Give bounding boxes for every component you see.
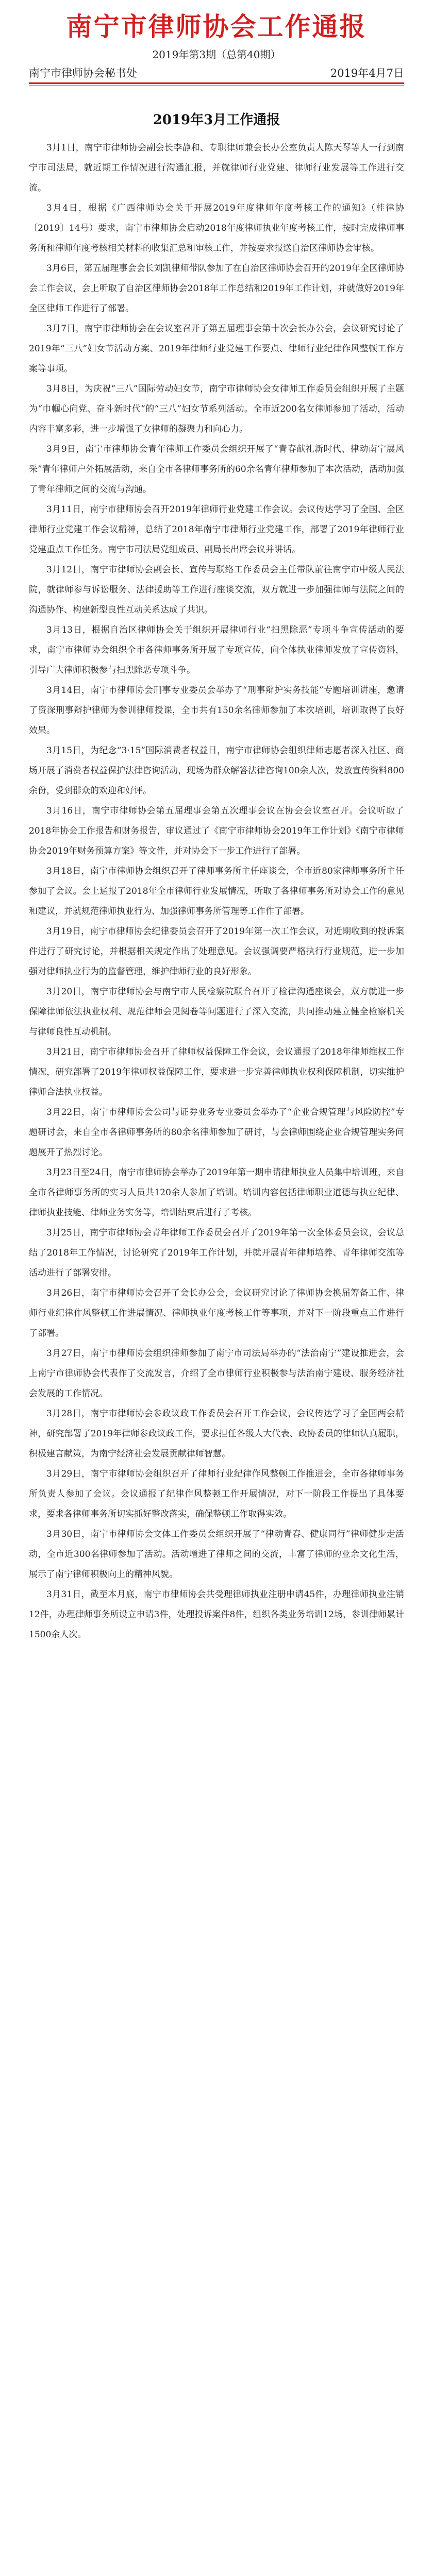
body-paragraph: 3月25日，南宁市律师协会青年律师工作委员会召开了2019年第一次全体委员会议，会议总结了2018年工作情况，讨论研究了2019年工作计划，并就开展青年律师培养、青年律师交流等活动进行了部署安排。 (29, 1228, 404, 1278)
body-paragraph: 3月1日，南宁市律师协会副会长李静和、专职律师兼会长办公室负责人陈天琴等人一行到南宁市司法局，就近期工作情况进行沟通汇报，并就律师行业党建、律师行业发展等工作进行交流。 (29, 143, 404, 193)
body-paragraph: 3月16日，南宁市律师协会第五届理事会第五次理事会议在协会会议室召开。会议听取了2018年协会工作报告和财务报告，审议通过了《南宁市律师协会2019年工作计划》《南宁市律师协会2019年财务预算方案》等文件，并对协会下一步工作进行了部署。 (29, 806, 404, 856)
body-paragraph: 3月4日，根据《广西律师协会关于开展2019年度律师年度考核工作的通知》（桂律协〔2019〕14号）要求，南宁市律师协会启动2018年度律师执业年度考核工作，按时完成律师事务所和律师年度考核相关材料的收集汇总和审核工作，并按要求报送自治区律师协会审核。 (29, 203, 404, 253)
body-paragraph: 3月19日，南宁市律师协会纪律委员会召开了2019年第一次工作会议，对近期收到的投诉案件进行了研究讨论，并根据相关规定作出了处理意见。会议强调要严格执行行业规范，进一步加强对律师执业行为的监督管理，维护律师行业的良好形象。 (29, 926, 404, 977)
body-paragraph: 3月30日，南宁市律师协会文体工作委员会组织开展了“律动青春、健康同行”律师健步走活动，全市近300名律师参加了活动。活动增进了律师之间的交流，丰富了律师的业余文化生活，展示了南宁律师积极向上的精神风貌。 (29, 1529, 404, 1580)
body-paragraph: 3月12日，南宁市律师协会副会长、宣传与联络工作委员会主任带队前往南宁市中级人民法院，就律师参与诉讼服务、法律援助等工作进行座谈交流，双方就进一步加强律师与法院之间的沟通协作、构建新型良性互动关系达成了共识。 (29, 565, 404, 615)
body-paragraph: 3月7日，南宁市律师协会在会议室召开了第五届理事会第十次会长办公会，会议研究讨论了2019年“三八”妇女节活动方案、2019年律师行业党建工作要点、律师行业纪律作风整顿工作方案等事项。 (29, 324, 404, 374)
masthead-rule-thick (29, 82, 404, 84)
body-paragraph: 3月15日，为纪念“3·15”国际消费者权益日，南宁市律师协会组织律师志愿者深入社区、商场开展了消费者权益保护法律咨询活动，现场为群众解答法律咨询100余人次，发放宣传资料800余份，受到群众的欢迎和好评。 (29, 745, 404, 796)
body-paragraph: 3月29日，南宁市律师协会组织召开了律师行业纪律作风整顿工作推进会，全市各律师事务所负责人参加了会议。会议通报了纪律作风整顿工作开展情况，对下一阶段工作提出了具体要求，要求各律师事务所切实抓好整改落实，确保整顿工作取得实效。 (29, 1469, 404, 1519)
body-paragraph: 3月11日，南宁市律师协会召开2019年律师行业党建工作会议。会议传达学习了全国、全区律师行业党建工作会议精神，总结了2018年南宁市律师行业党建工作，部署了2019年律师行业党建重点工作任务。南宁市司法局党组成员、副局长出席会议并讲话。 (29, 504, 404, 555)
body-paragraph: 3月13日，根据自治区律师协会关于组织开展律师行业“扫黑除恶”专项斗争宣传活动的要求，南宁市律师协会组织全市各律师事务所开展了专项宣传，向全体执业律师发放了宣传资料，引导广大律师积极参与扫黑除恶专项斗争。 (29, 625, 404, 675)
body-paragraph: 3月14日，南宁市律师协会刑事专业委员会举办了“刑事辩护实务技能”专题培训讲座，邀请了资深刑事辩护律师为参训律师授课，全市共有150余名律师参加了本次培训，培训取得了良好效果。 (29, 685, 404, 736)
body-paragraph: 3月21日，南宁市律师协会召开了律师权益保障工作会议，会议通报了2018年律师维权工作情况，研究部署了2019年律师权益保障工作，要求进一步完善律师执业权利保障机制，切实维护律师合法执业权益。 (29, 1047, 404, 1097)
body-paragraph: 3月31日，截至本月底，南宁市律师协会共受理律师执业注册申请45件，办理律师执业注销12件，办理律师事务所设立申请3件，处理投诉案件8件，组织各类业务培训12场，参训律师累计1500余人次。 (29, 1589, 404, 1640)
issue-number: 2019年第3期（总第40期） (152, 48, 281, 61)
masthead-title: 南宁市律师协会工作通报 (66, 12, 367, 42)
document-title: 2019年3月工作通报 (153, 112, 280, 128)
body-paragraph: 3月6日，第五届理事会会长刘凯律师带队参加了在自治区律师协会召开的2019年全区律师协会工作会议，会上听取了自治区律师协会2018年工作总结和2019年工作计划，并就做好2019年全区律师工作进行了部署。 (29, 263, 404, 314)
body-paragraph: 3月9日，南宁市律师协会青年律师工作委员会组织开展了“青春献礼新时代、律动南宁展风采”青年律师户外拓展活动，来自全市各律师事务所的60余名青年律师参加了本次活动，活动加强了青年律师之间的交流与沟通。 (29, 444, 404, 495)
body-paragraph: 3月27日，南宁市律师协会组织律师参加了南宁市司法局举办的“法治南宁”建设推进会，会上南宁市律师协会代表作了交流发言，介绍了全市律师行业积极参与法治南宁建设、服务经济社会发展的工作情况。 (29, 1348, 404, 1399)
document-body (29, 138, 404, 1645)
body-paragraph: 3月8日，为庆祝“三八”国际劳动妇女节，南宁市律师协会女律师工作委员会组织开展了主题为“巾帼心向党、奋斗新时代”的“三八”妇女节系列活动。全市近200名女律师参加了活动，活动内容丰富多彩，进一步增强了女律师的凝聚力和向心力。 (29, 384, 404, 434)
masthead (0, 0, 433, 77)
publisher: 南宁市律师协会秘书处 (29, 67, 137, 79)
body-paragraph: 3月20日，南宁市律师协会与南宁市人民检察院联合召开了检律沟通座谈会，双方就进一步保障律师依法执业权利、规范律师会见阅卷等问题进行了深入交流，共同推动建立健全检察机关与律师良性互动机制。 (29, 987, 404, 1037)
body-paragraph: 3月23日至24日，南宁市律师协会举办了2019年第一期申请律师执业人员集中培训班，来自全市各律师事务所的实习人员共120余人参加了培训。培训内容包括律师职业道德与执业纪律、律师执业技能、律师业务实务等，培训结束后进行了考核。 (29, 1167, 404, 1218)
body-paragraph: 3月18日，南宁市律师协会组织召开了律师事务所主任座谈会，全市近80家律师事务所主任参加了会议。会上通报了2018年全市律师行业发展情况，听取了各律师事务所对协会工作的意见和建议，并就规范律师执业行为、加强律师事务所管理等工作作了部署。 (29, 866, 404, 917)
body-paragraph: 3月26日，南宁市律师协会召开了会长办公会，会议研究讨论了律师协会换届筹备工作、律师行业纪律作风整顿工作进展情况、律师执业年度考核工作等事项，并对下一阶段重点工作进行了部署。 (29, 1288, 404, 1338)
masthead-info-row (29, 65, 404, 82)
body-paragraph: 3月22日，南宁市律师协会公司与证券业务专业委员会举办了“企业合规管理与风险防控”专题研讨会，来自全市各律师事务所的80余名律师参加了研讨，与会律师围绕企业合规管理实务问题展开了热烈讨论。 (29, 1107, 404, 1158)
body-paragraph: 3月28日，南宁市律师协会参政议政工作委员会召开工作会议，会议传达学习了全国两会精神，研究部署了2019年律师参政议政工作，要求担任各级人大代表、政协委员的律师认真履职，积极建言献策，为南宁经济社会发展贡献律师智慧。 (29, 1409, 404, 1459)
publish-date: 2019年4月7日 (330, 67, 404, 79)
